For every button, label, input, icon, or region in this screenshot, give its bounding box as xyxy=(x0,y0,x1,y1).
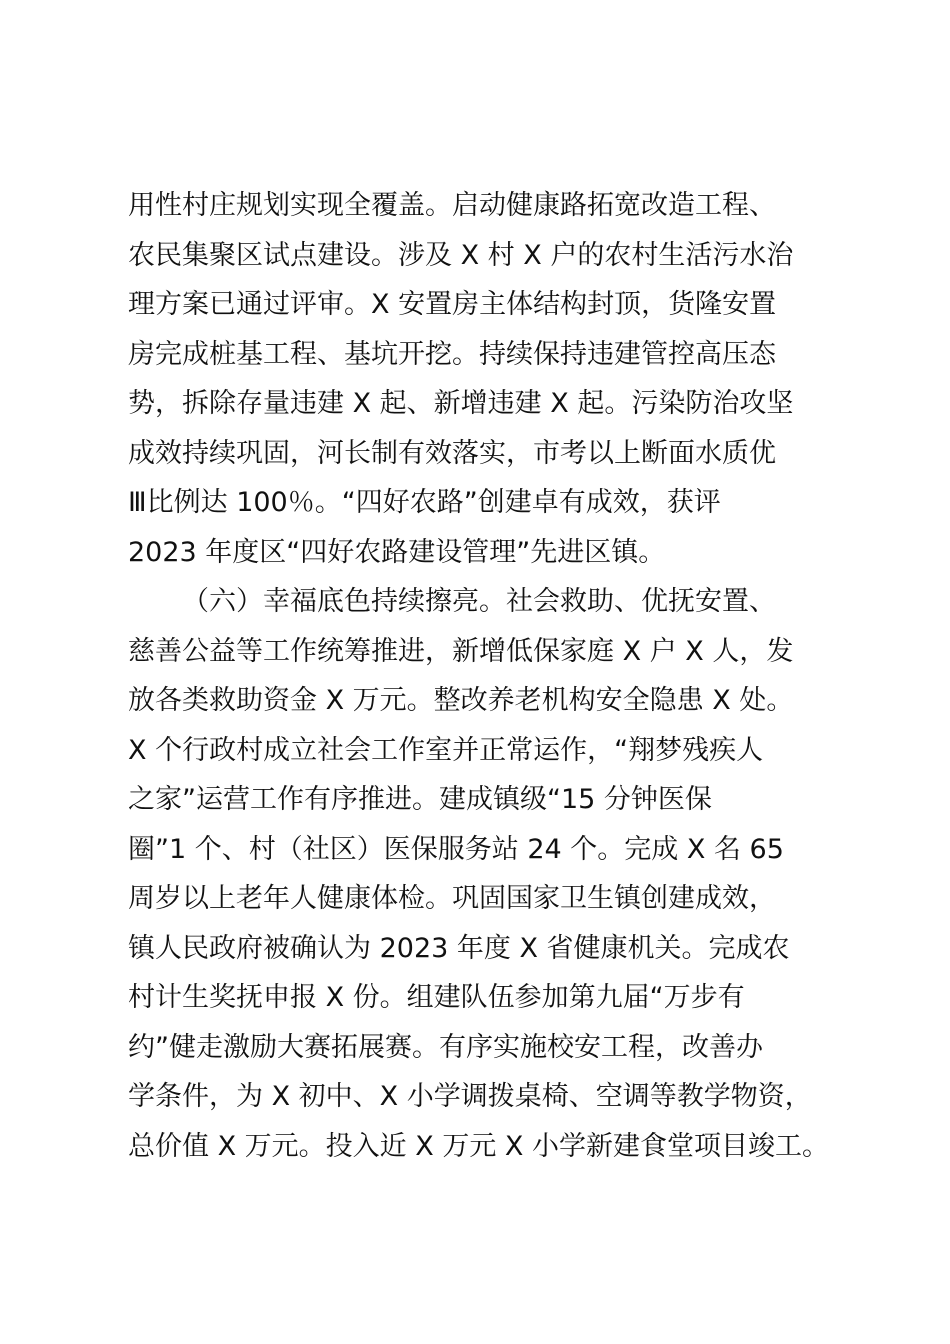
text-line: 周岁以上老年人健康体检。巩固国家卫生镇创建成效， xyxy=(128,883,776,914)
text-line: 放各类救助资金 X 万元。整改养老机构安全隐患 X 处。 xyxy=(128,685,794,716)
text-line: 总价值 X 万元。投入近 X 万元 X 小学新建食堂项目竣工。 xyxy=(128,1130,829,1162)
text-line: 农民集聚区试点建设。涉及 X 村 X 户的农村生活污水治 xyxy=(128,239,794,271)
text-line: 圈”1 个、村（社区）医保服务站 24 个。完成 X 名 65 xyxy=(128,833,784,865)
text-line: 之家”运营工作有序推进。建成镇级“15 分钟医保 xyxy=(128,784,712,815)
text-line: 成效持续巩固，河长制有效落实，市考以上断面水质优 xyxy=(128,437,776,469)
text-line: 约”健走激励大赛拓展赛。有序实施校安工程，改善办 xyxy=(128,1031,763,1063)
text-line: 村计生奖抚申报 X 份。组建队伍参加第九届“万步有 xyxy=(128,982,745,1013)
text-line: 学条件，为 X 初中、X 小学调拨桌椅、空调等教学物资， xyxy=(128,1081,812,1112)
document-body xyxy=(128,181,858,1171)
text-line: Ⅲ比例达 100％。“四好农路”创建卓有成效，获评 xyxy=(128,487,721,518)
text-line: 势，拆除存量违建 X 起、新增违建 X 起。污染防治攻坚 xyxy=(128,388,794,419)
text-line: X 个行政村成立社会工作室并正常运作，“翔梦残疾人 xyxy=(128,734,764,766)
text-line: 2023 年度区“四好农路建设管理”先进区镇。 xyxy=(128,536,666,568)
text-line: 房完成桩基工程、基坑开挖。持续保持违建管控高压态 xyxy=(128,338,776,370)
text-line: 理方案已通过评审。X 安置房主体结构封顶，货隆安置 xyxy=(128,289,777,320)
section-heading-line: （六）幸福底色持续擦亮。社会救助、优抚安置、 xyxy=(182,586,776,617)
text-line: 用性村庄规划实现全覆盖。启动健康路拓宽改造工程、 xyxy=(128,190,776,221)
text-line: 镇人民政府被确认为 2023 年度 X 省健康机关。完成农 xyxy=(128,932,790,964)
text-line: 慈善公益等工作统筹推进，新增低保家庭 X 户 X 人，发 xyxy=(128,635,794,667)
